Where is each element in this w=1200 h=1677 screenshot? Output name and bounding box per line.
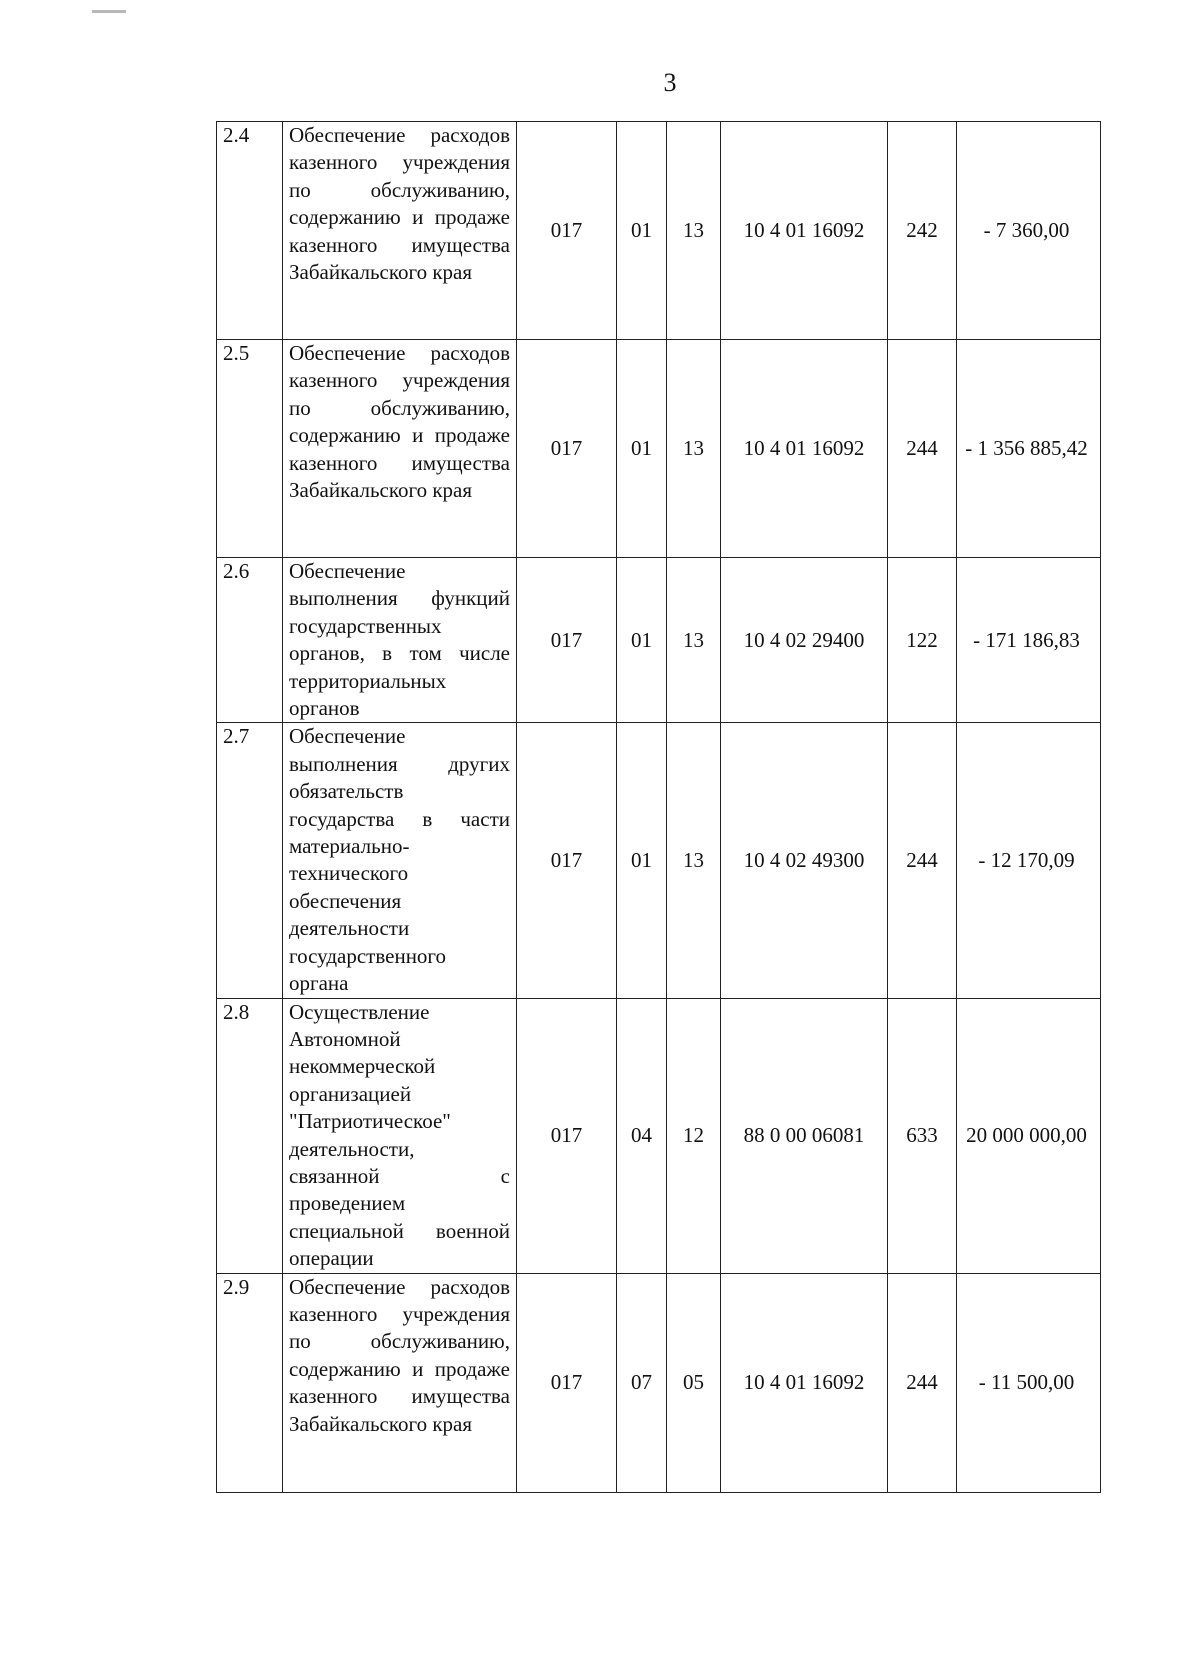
expense-name: Обеспечение выполнения других обязательств государства в части материально-технического обеспечения деятельности государственного органа: [283, 723, 517, 998]
ministry-code: 017: [517, 998, 617, 1273]
page-number: 3: [663, 68, 677, 97]
amount: - 1 356 885,42: [957, 340, 1101, 558]
subsection-code: 12: [667, 998, 721, 1273]
target-article-code: 88 0 00 06081: [721, 998, 888, 1273]
section-code: 04: [617, 998, 667, 1273]
amount: - 7 360,00: [957, 122, 1101, 340]
section-code: 01: [617, 558, 667, 723]
section-code: 01: [617, 340, 667, 558]
expense-name: Обеспечение расходов казенного учреждения по обслуживанию, содержанию и продаже казенного имущества Забайкальского края: [283, 1273, 517, 1492]
ministry-code: 017: [517, 723, 617, 998]
expense-name: Обеспечение выполнения функций государственных органов, в том числе территориальных органов: [283, 558, 517, 723]
row-number: 2.8: [217, 998, 283, 1273]
target-article-code: 10 4 02 49300: [721, 723, 888, 998]
ministry-code: 017: [517, 340, 617, 558]
expense-type-code: 122: [888, 558, 957, 723]
table-row: [217, 723, 1101, 998]
table-row: [217, 1273, 1101, 1492]
target-article-code: 10 4 01 16092: [721, 340, 888, 558]
subsection-code: 05: [667, 1273, 721, 1492]
expense-name: Обеспечение расходов казенного учреждения по обслуживанию, содержанию и продаже казенного имущества Забайкальского края: [283, 340, 517, 558]
target-article-code: 10 4 01 16092: [721, 1273, 888, 1492]
table-row: [217, 122, 1101, 340]
subsection-code: 13: [667, 122, 721, 340]
amount: 20 000 000,00: [957, 998, 1101, 1273]
section-code: 01: [617, 122, 667, 340]
subsection-code: 13: [667, 340, 721, 558]
table-row: [217, 340, 1101, 558]
row-number: 2.5: [217, 340, 283, 558]
subsection-code: 13: [667, 558, 721, 723]
expense-type-code: 242: [888, 122, 957, 340]
amount: - 12 170,09: [957, 723, 1101, 998]
ministry-code: 017: [517, 558, 617, 723]
expense-name: Обеспечение расходов казенного учреждения по обслуживанию, содержанию и продаже казенного имущества Забайкальского края: [283, 122, 517, 340]
target-article-code: 10 4 02 29400: [721, 558, 888, 723]
row-number: 2.9: [217, 1273, 283, 1492]
expense-type-code: 244: [888, 1273, 957, 1492]
row-number: 2.6: [217, 558, 283, 723]
section-code: 07: [617, 1273, 667, 1492]
amount: - 171 186,83: [957, 558, 1101, 723]
ministry-code: 017: [517, 1273, 617, 1492]
target-article-code: 10 4 01 16092: [721, 122, 888, 340]
table-row: [217, 998, 1101, 1273]
row-number: 2.4: [217, 122, 283, 340]
section-code: 01: [617, 723, 667, 998]
row-number: 2.7: [217, 723, 283, 998]
expense-type-code: 244: [888, 340, 957, 558]
scan-artifact: [92, 10, 126, 13]
subsection-code: 13: [667, 723, 721, 998]
table-row: [217, 558, 1101, 723]
expense-name: Осуществление Автономной некоммерческой организацией "Патриотическое" деятельности, связанной с проведением специальной военной операции: [283, 998, 517, 1273]
amount: - 11 500,00: [957, 1273, 1101, 1492]
expense-type-code: 633: [888, 998, 957, 1273]
budget-table: [216, 121, 1101, 1493]
ministry-code: 017: [517, 122, 617, 340]
expense-type-code: 244: [888, 723, 957, 998]
